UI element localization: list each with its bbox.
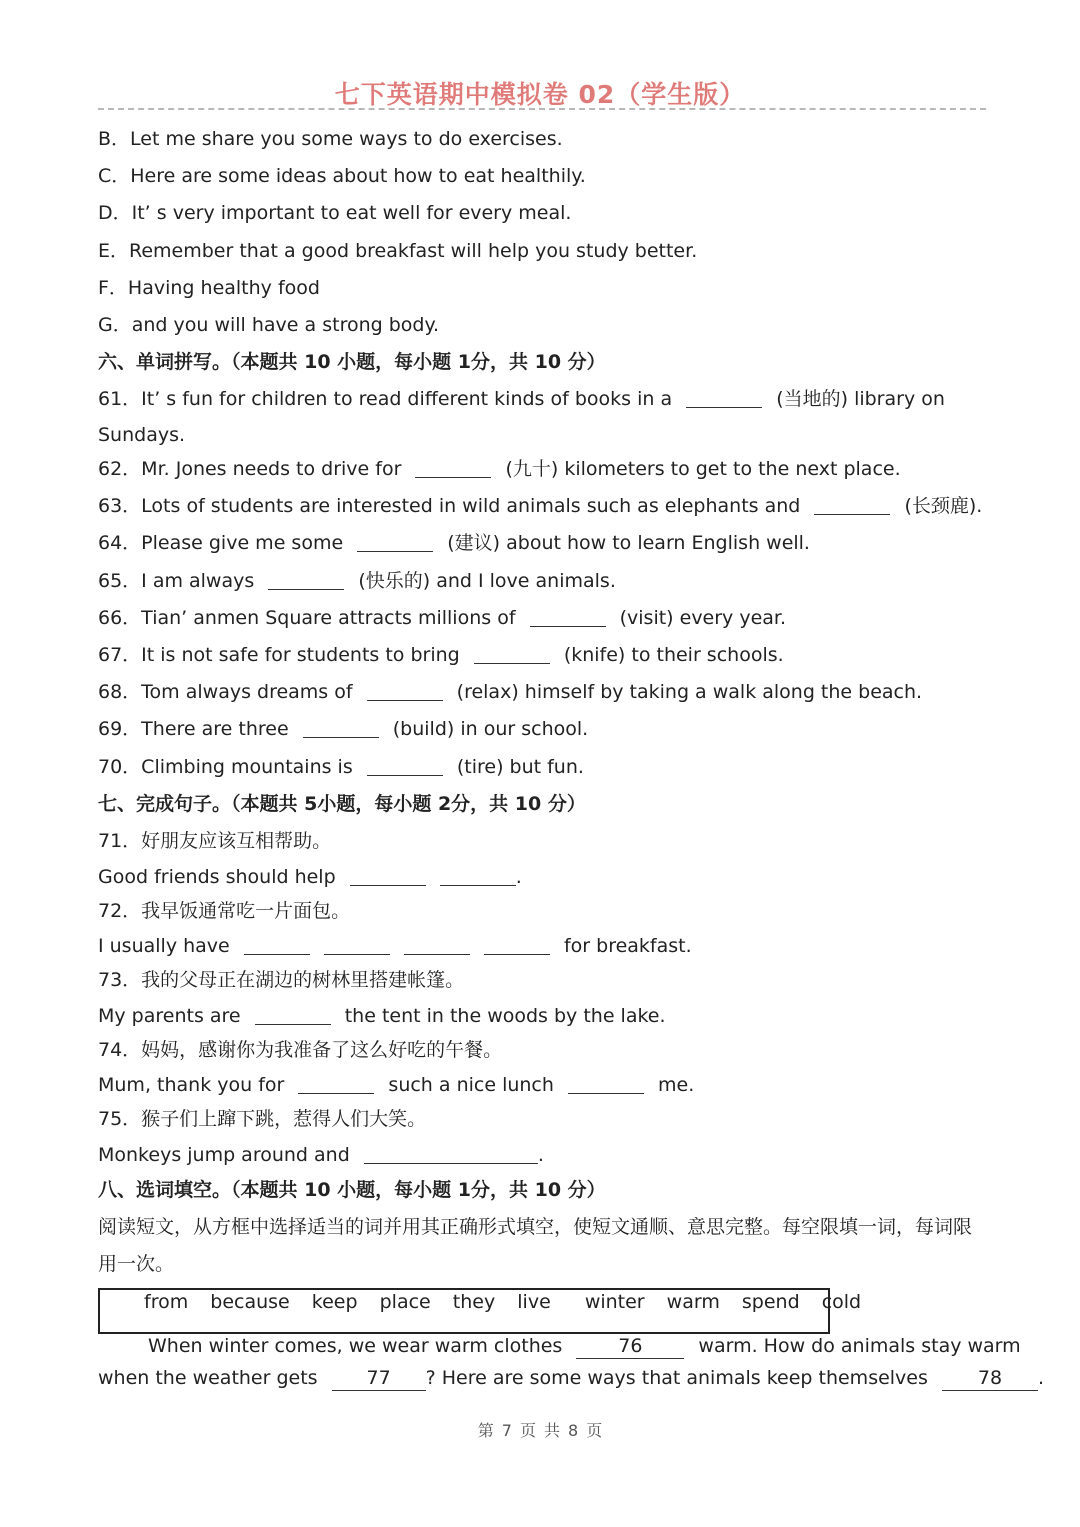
footer-text: 共 (544, 1421, 561, 1440)
question-63 (98, 494, 982, 518)
page-header-title: 七下英语期中模拟卷 02（学生版） (334, 80, 746, 109)
option-b: B．Let me share you some ways to do exercises. (98, 128, 563, 150)
q74-blank-2[interactable] (568, 1075, 644, 1094)
section-8-instructions-line-2: 用一次。 (98, 1253, 175, 1275)
q72-chinese: 72．我早饭通常吃一片面包。 (98, 900, 351, 922)
footer-text: 页 (519, 1421, 536, 1440)
q62-hint: (九十) kilometers to get to the next place. (505, 458, 901, 480)
q71-chinese: 71．好朋友应该互相帮助。 (98, 830, 332, 852)
section-7-heading: 七、完成句子。（本题共 5小题，每小题 2分，共 10 分） (98, 793, 586, 815)
word-bank-item: from (144, 1291, 189, 1313)
q72-blank-2[interactable] (324, 936, 390, 955)
footer-text: 第 (477, 1421, 494, 1440)
word-bank-item: keep (311, 1291, 358, 1313)
question-62 (98, 457, 901, 481)
passage-text: warm. How do animals stay warm (698, 1335, 1021, 1357)
q75-text: Monkeys jump around and (98, 1144, 350, 1166)
section-6-heading: 六、单词拼写。（本题共 10 小题，每小题 1分，共 10 分） (98, 351, 606, 373)
q71-text: Good friends should help (98, 866, 336, 888)
q62-blank[interactable] (415, 459, 491, 478)
q69-hint: (build) in our school. (392, 718, 589, 740)
q66-hint: (visit) every year. (619, 607, 787, 629)
word-bank-item: because (210, 1291, 290, 1313)
passage-line-2 (98, 1366, 1044, 1391)
word-bank-item: cold (821, 1291, 862, 1313)
q62-text: 62．Mr. Jones needs to drive for (98, 458, 402, 480)
q74-text: Mum, thank you for (98, 1074, 285, 1096)
q74-middle: such a nice lunch (388, 1074, 554, 1096)
q71-period: . (515, 866, 522, 888)
blank-76[interactable]: 76 (576, 1334, 684, 1359)
question-74 (98, 1073, 694, 1097)
q68-text: 68．Tom always dreams of (98, 681, 353, 703)
question-70 (98, 755, 584, 779)
word-bank-item: spend (741, 1291, 800, 1313)
word-bank-item: warm (666, 1291, 720, 1313)
question-72 (98, 934, 692, 958)
page-footer (0, 1418, 1080, 1441)
q72-blank-1[interactable] (244, 936, 310, 955)
q68-hint: (relax) himself by taking a walk along the beach. (456, 681, 923, 703)
option-c: C．Here are some ideas about how to eat healthily. (98, 165, 586, 187)
question-75 (98, 1143, 544, 1167)
question-61 (98, 387, 945, 411)
word-bank-item: winter (584, 1291, 645, 1313)
q75-blank[interactable] (364, 1145, 538, 1164)
q70-text: 70．Climbing mountains is (98, 756, 353, 778)
q68-blank[interactable] (367, 682, 443, 701)
q61-hint: (当地的) library on (776, 388, 945, 410)
q61-text: 61．It’ s fun for children to read different kinds of books in a (98, 388, 673, 410)
q72-blank-3[interactable] (404, 936, 470, 955)
footer-page-number: 7 (501, 1421, 512, 1440)
q65-hint: (快乐的) and I love animals. (358, 570, 616, 592)
q71-blank-2[interactable] (440, 867, 516, 886)
passage-text: when the weather gets (98, 1367, 318, 1389)
q63-text: 63．Lots of students are interested in wild animals such as elephants and (98, 495, 801, 517)
option-e: E．Remember that a good breakfast will help you study better. (98, 240, 698, 262)
passage-line-1 (148, 1334, 1021, 1359)
option-g: G．and you will have a strong body. (98, 314, 440, 336)
option-f: F．Having healthy food (98, 277, 320, 299)
q64-blank[interactable] (357, 533, 433, 552)
question-64 (98, 531, 810, 555)
q67-text: 67．It is not safe for students to bring (98, 644, 460, 666)
option-d: D．It’ s very important to eat well for every meal. (98, 202, 572, 224)
blank-77[interactable]: 77 (332, 1366, 426, 1391)
q73-blank[interactable] (255, 1006, 331, 1025)
q61-continuation: Sundays. (98, 424, 186, 446)
q74-blank-1[interactable] (298, 1075, 374, 1094)
q63-hint: (长颈鹿). (904, 495, 983, 517)
q75-chinese: 75．猴子们上蹿下跳，惹得人们大笑。 (98, 1108, 427, 1130)
passage-text: ? Here are some ways that animals keep themselves (425, 1367, 928, 1389)
q65-blank[interactable] (268, 571, 344, 590)
question-65 (98, 569, 616, 593)
question-68 (98, 680, 922, 704)
q65-text: 65．I am always (98, 570, 255, 592)
question-66 (98, 606, 786, 630)
word-bank-box (98, 1288, 862, 1334)
q74-end: me. (658, 1074, 695, 1096)
q73-text: My parents are (98, 1005, 241, 1027)
word-bank-words (144, 1290, 871, 1314)
q61-blank[interactable] (686, 389, 762, 408)
q70-hint: (tire) but fun. (456, 756, 584, 778)
q71-blank-1[interactable] (350, 867, 426, 886)
q72-blank-4[interactable] (484, 936, 550, 955)
q66-blank[interactable] (530, 608, 606, 627)
footer-total-pages: 8 (568, 1421, 579, 1440)
word-bank-item: place (379, 1291, 431, 1313)
q70-blank[interactable] (367, 757, 443, 776)
q66-text: 66．Tian’ anmen Square attracts millions of (98, 607, 516, 629)
q69-blank[interactable] (303, 719, 379, 738)
question-71 (98, 865, 522, 889)
question-69 (98, 717, 588, 741)
question-73 (98, 1004, 666, 1028)
q63-blank[interactable] (814, 496, 890, 515)
passage-period: . (1037, 1367, 1044, 1389)
question-67 (98, 643, 784, 667)
header-divider (98, 108, 986, 110)
section-8-instructions-line-1: 阅读短文，从方框中选择适当的词并用其正确形式填空，使短文通顺、意思完整。每空限填一词，每词限 (98, 1216, 973, 1238)
q72-end: for breakfast. (563, 935, 692, 957)
section-8-heading: 八、选词填空。（本题共 10 小题，每小题 1分，共 10 分） (98, 1179, 606, 1201)
q69-text: 69．There are three (98, 718, 289, 740)
blank-78[interactable]: 78 (942, 1366, 1038, 1391)
q67-hint: (knife) to their schools. (563, 644, 784, 666)
word-bank-item: they (452, 1291, 496, 1313)
q73-end: the tent in the woods by the lake. (344, 1005, 666, 1027)
q75-period: . (537, 1144, 544, 1166)
q74-chinese: 74．妈妈，感谢你为我准备了这么好吃的午餐。 (98, 1039, 503, 1061)
q72-text: I usually have (98, 935, 230, 957)
q67-blank[interactable] (474, 645, 550, 664)
passage-text: When winter comes, we wear warm clothes (148, 1335, 563, 1357)
q73-chinese: 73．我的父母正在湖边的树林里搭建帐篷。 (98, 969, 465, 991)
footer-text: 页 (586, 1421, 603, 1440)
q64-hint: (建议) about how to learn English well. (447, 532, 810, 554)
word-bank-item: live (517, 1291, 551, 1313)
q64-text: 64．Please give me some (98, 532, 344, 554)
